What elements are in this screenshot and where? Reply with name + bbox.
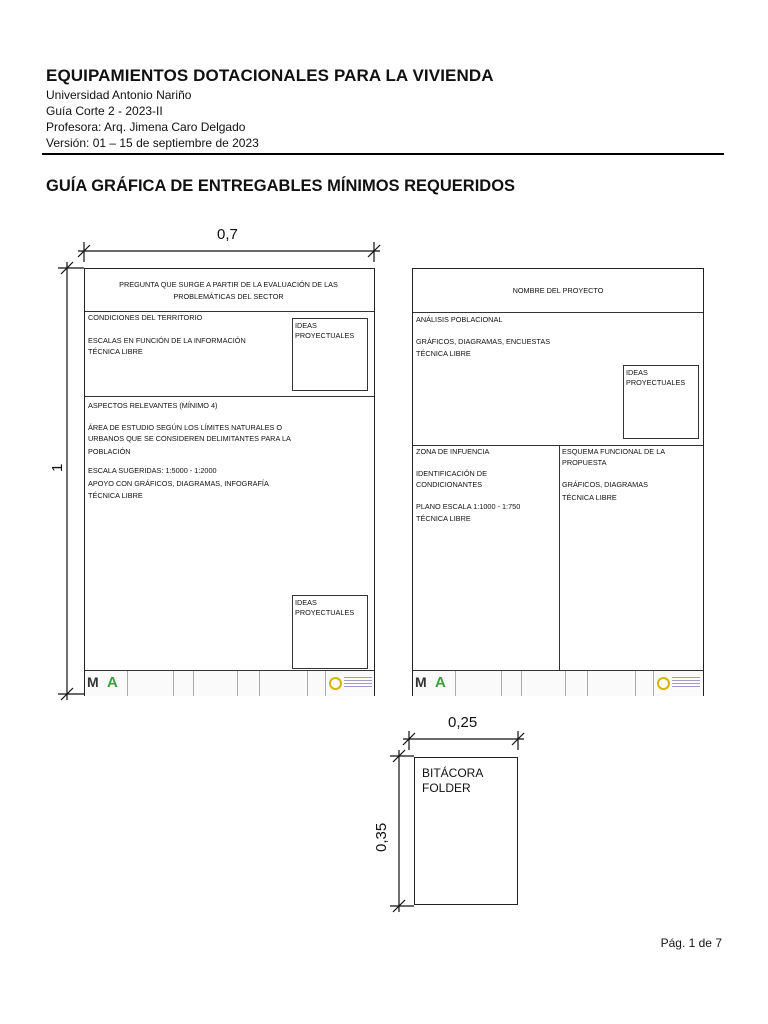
scheme-line-2: PROPUESTA xyxy=(562,458,607,467)
ideas-box-1-line-2: PROYECTUALES xyxy=(295,331,355,340)
page-number: Pág. 1 de 7 xyxy=(660,936,722,950)
sheet-1-divider xyxy=(85,396,374,397)
title-block-logo-m: M xyxy=(87,674,99,690)
title-block-logo-m: M xyxy=(415,674,427,690)
zone-line-4: TÉCNICA LIBRE xyxy=(416,514,471,523)
ideas-box-1 xyxy=(292,318,368,391)
question-box xyxy=(85,269,374,312)
sheet-2-divider-1 xyxy=(413,312,703,313)
seal-icon xyxy=(329,677,342,690)
section-title: GUÍA GRÁFICA DE ENTREGABLES MÍNIMOS REQUERIDOS xyxy=(46,177,516,195)
title-block-logo-a: A xyxy=(107,674,118,691)
population-line-2: TÉCNICA LIBRE xyxy=(416,349,471,358)
dimension-folder-height-label: 0,35 xyxy=(373,822,390,852)
ideas-box-3-line-1: IDEAS xyxy=(626,368,648,377)
zone-line-2: CONDICIONANTES xyxy=(416,480,483,489)
aspects-line-4: ESCALA SUGERIDAS: 1:5000 - 1:2000 xyxy=(88,466,217,475)
folder-line-2: FOLDER xyxy=(422,781,471,795)
conditions-line-1: ESCALAS EN FUNCIÓN DE LA INFORMACIÓN xyxy=(88,336,246,345)
population-title: ANÁLISIS POBLACIONAL xyxy=(416,315,503,324)
zone-title: ZONA DE INFUENCIA xyxy=(416,447,490,456)
ideas-box-3-line-2: PROYECTUALES xyxy=(626,378,686,387)
ideas-box-2-line-1: IDEAS xyxy=(295,598,317,607)
population-line-1: GRÁFICOS, DIAGRAMAS, ENCUESTAS xyxy=(416,337,551,346)
aspects-line-6: TÉCNICA LIBRE xyxy=(88,491,143,500)
zone-line-3: PLANO ESCALA 1:1000 - 1:750 xyxy=(416,502,521,511)
dimension-height-label: 1 xyxy=(49,463,66,472)
ideas-box-2 xyxy=(292,595,368,669)
ideas-box-1-line-1: IDEAS xyxy=(295,321,317,330)
project-name: NOMBRE DEL PROYECTO xyxy=(512,286,604,295)
title-block-1 xyxy=(85,670,374,696)
scheme-line-3: GRÁFICOS, DIAGRAMAS xyxy=(562,480,648,489)
guide-label: Guía Corte 2 - 2023-II xyxy=(46,104,163,118)
title-block-2 xyxy=(413,670,703,696)
title-block-logo-a: A xyxy=(435,674,446,691)
sheet-2-divider-3 xyxy=(559,445,560,670)
question-line-1: PREGUNTA QUE SURGE A PARTIR DE LA EVALUACIÓN DE LAS xyxy=(119,280,338,289)
aspects-title: ASPECTOS RELEVANTES (MÍNIMO 4) xyxy=(88,401,218,410)
scheme-line-1: ESQUEMA FUNCIONAL DE LA xyxy=(562,447,666,456)
university-name: Universidad Antonio Nariño xyxy=(46,88,192,102)
sheet-1 xyxy=(84,268,375,696)
ideas-box-2-line-2: PROYECTUALES xyxy=(295,608,355,617)
question-line-2: PROBLEMÁTICAS DEL SECTOR xyxy=(173,292,284,301)
version-label: Versión: 01 – 15 de septiembre de 2023 xyxy=(46,136,259,150)
zone-line-1: IDENTIFICACIÓN DE xyxy=(416,469,487,478)
folder-box xyxy=(414,757,518,905)
professor-label: Profesora: Arq. Jimena Caro Delgado xyxy=(46,120,246,134)
scheme-line-4: TÉCNICA LIBRE xyxy=(562,493,617,502)
aspects-line-3: POBLACIÓN xyxy=(88,447,131,456)
seal-icon xyxy=(657,677,670,690)
aspects-line-1: ÁREA DE ESTUDIO SEGÚN LOS LÍMITES NATURALES O xyxy=(88,423,283,432)
folder-line-1: BITÁCORA xyxy=(422,766,484,780)
sheet-2 xyxy=(412,268,704,696)
aspects-line-2: URBANOS QUE SE CONSIDEREN DELIMITANTES PARA LA xyxy=(88,434,291,443)
document-title: EQUIPAMIENTOS DOTACIONALES PARA LA VIVIENDA xyxy=(46,66,494,85)
dimension-width-label: 0,7 xyxy=(217,226,238,243)
aspects-line-5: APOYO CON GRÁFICOS, DIAGRAMAS, INFOGRAFÍA xyxy=(88,479,269,488)
conditions-title: CONDICIONES DEL TERRITORIO xyxy=(88,313,203,322)
dimension-folder-width-label: 0,25 xyxy=(448,714,478,731)
conditions-line-2: TÉCNICA LIBRE xyxy=(88,347,143,356)
ideas-box-3 xyxy=(623,365,699,439)
